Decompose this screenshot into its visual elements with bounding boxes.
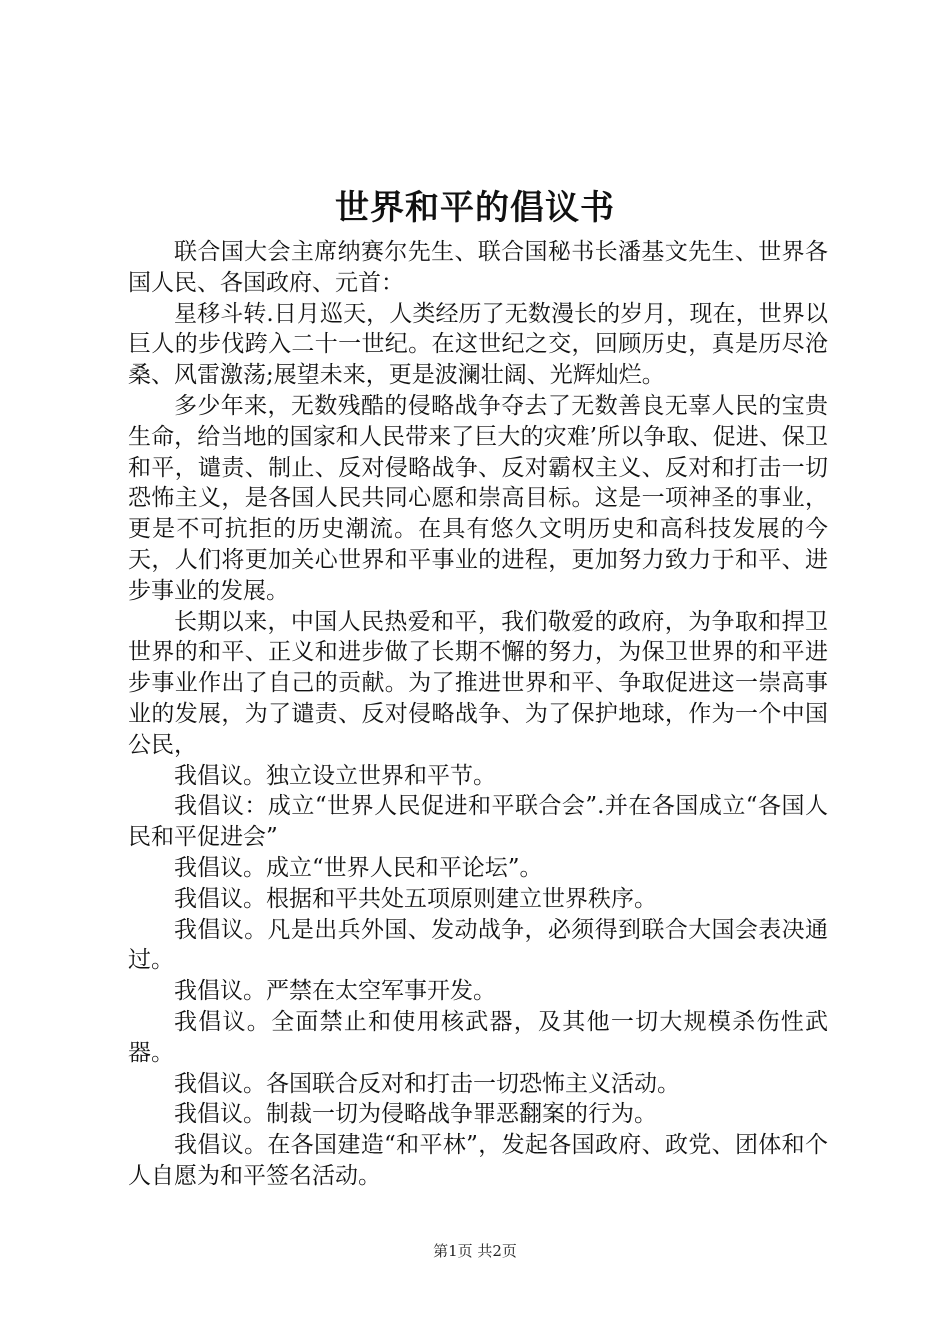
proposal-item: 我倡议。独立设立世界和平节。	[174, 762, 496, 789]
document-body	[128, 237, 828, 1192]
document-title: 世界和平的倡议书	[335, 188, 615, 228]
paragraph: 星移斗转.日月巡天，人类经历了无数漫长的岁月，现在，世界以巨人的步伐跨入二十一世纪。在这世纪之交，回顾历史，真是历尽沧桑、风雷激荡;展望未来，更是波澜壮阔、光辉灿烂。	[128, 300, 828, 389]
paragraph-salutation: 联合国大会主席纳赛尔先生、联合国秘书长潘基文先生、世界各国人民、各国政府、元首：	[128, 239, 828, 296]
proposal-item: 我倡议。全面禁止和使用核武器，及其他一切大规模杀伤性武器。	[128, 1008, 828, 1066]
proposal-item: 我倡议。在各国建造“和平林”，发起各国政府、政党、团体和个人自愿为和平签名活动。	[128, 1132, 828, 1189]
proposal-item: 我倡议：成立“世界人民促进和平联合会”.并在各国成立“各国人民和平促进会”	[128, 793, 828, 851]
page-indicator: 第1页 共2页	[433, 1242, 517, 1260]
paragraph: 长期以来，中国人民热爱和平，我们敬爱的政府，为争取和捍卫世界的和平、正义和进步做了长期不懈的努力，为保卫世界的和平进步事业作出了自己的贡献。为了推进世界和平、争取促进这一崇高事业的发展，为了谴责、反对侵略战争、为了保护地球，作为一个中国公民，	[128, 608, 828, 758]
proposal-item: 我倡议。严禁在太空军事开发。	[174, 978, 496, 1005]
proposal-item: 我倡议。成立“世界人民和平论坛”。	[174, 854, 543, 881]
proposal-item: 我倡议。各国联合反对和打击一切恐怖主义活动。	[174, 1070, 680, 1097]
proposal-item: 我倡议。制裁一切为侵略战争罪恶翻案的行为。	[174, 1101, 657, 1128]
proposal-item: 我倡议。凡是出兵外国、发动战争，必须得到联合大国会表决通过。	[128, 916, 828, 974]
proposal-item: 我倡议。根据和平共处五项原则建立世界秩序。	[174, 885, 657, 912]
paragraph: 多少年来，无数残酷的侵略战争夺去了无数善良无辜人民的宝贵生命，给当地的国家和人民带来了巨大的灾难’所以争取、促进、保卫和平，谴责、制止、反对侵略战争、反对霸权主义、反对和打击一切恐怖主义，是各国人民共同心愿和崇高目标。这是一项神圣的事业，更是不可抗拒的历史潮流。在具有悠久文明历史和高科技发展的今天，人们将更加关心世界和平事业的进程，更加努力致力于和平、进步事业的发展。	[128, 392, 828, 604]
